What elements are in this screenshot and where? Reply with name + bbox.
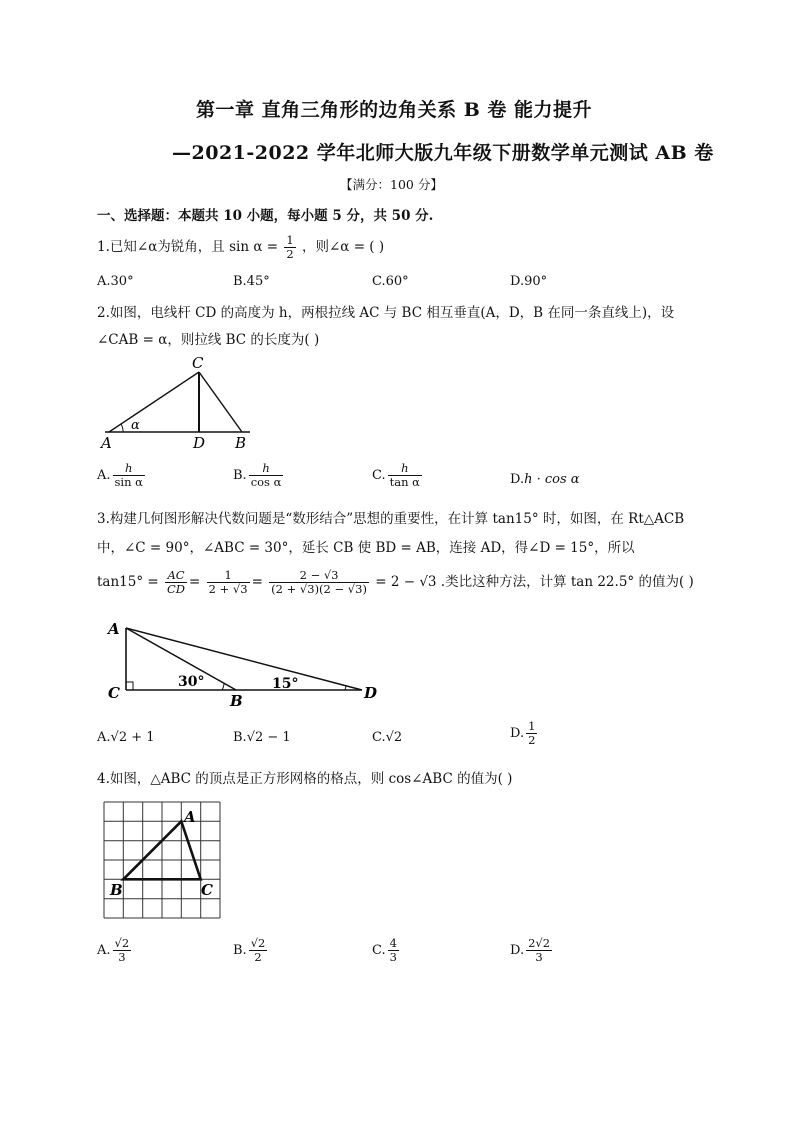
q1-option-d: D.90°	[510, 274, 548, 289]
q3-label-b: B	[230, 692, 243, 710]
q1-option-c: C.60°	[372, 274, 409, 289]
q2-option-a-num: h	[125, 461, 133, 475]
q2-option-a-den: sin α	[114, 475, 143, 489]
doc-title-line2: —2021-2022 学年北师大版九年级下册数学单元测试 AB 卷	[172, 142, 714, 164]
q2-option-b-num: h	[262, 461, 270, 475]
q4-option-a-frac	[113, 937, 132, 964]
q3-label-30: 30°	[178, 674, 205, 690]
q3-frac2-den: 2 + √3	[208, 582, 248, 596]
q2-option-d	[510, 472, 580, 487]
q2-label-d: D	[193, 434, 206, 452]
q2-option-b-frac	[249, 462, 284, 489]
q3-stem-line1: 3.构建几何图形解决代数问题是“数形结合”思想的重要性，在计算 tan15° 时，如图，在 Rt△ACB	[97, 511, 685, 527]
q4-option-c-frac	[388, 937, 399, 964]
q2-stem-line1: 2.如图，电线杆 CD 的高度为 h，两根拉线 AC 与 BC 相互垂直(A，D，B 在同一条直线上)，设	[97, 305, 675, 321]
q1-stem	[97, 233, 384, 261]
q3-frac1	[165, 569, 187, 596]
q4-option-c	[372, 937, 401, 964]
q3-angle-arc-30	[222, 683, 224, 690]
q3-option-d-num: 1	[528, 719, 536, 733]
q2-stem-line2: ∠CAB = α，则拉线 BC 的长度为( )	[97, 332, 320, 348]
q3-label-c: C	[108, 684, 120, 702]
q3-figure	[100, 612, 390, 712]
q4-grid-lines	[104, 802, 220, 918]
q3-formula: tan15° = $\frac{AC}{CD}$ = $\frac{1}{2 + √3}$ = $\frac{2 - √3}{(2 + √3)(2 - √3)}$ = 2 − √3 .类比这种方法，计算 tan 22.5° 的值为( )	[97, 568, 694, 596]
q1-fraction	[284, 234, 295, 261]
q3-option-b-letter: B.	[233, 730, 247, 745]
q2-label-alpha: α	[131, 418, 140, 433]
q1-stem-post: ，则∠α = ( )	[301, 239, 385, 255]
q4-option-b	[233, 937, 269, 964]
q1-option-b: B.45°	[233, 274, 270, 289]
q1-frac-num: 1	[286, 233, 294, 247]
q2-option-d-text: h · cos α	[524, 472, 580, 487]
q3-option-d-frac	[526, 720, 537, 747]
q2-option-c-num: h	[401, 461, 409, 475]
q3-frac3-num: 2 − √3	[299, 568, 339, 582]
q4-option-d-frac	[526, 937, 552, 964]
q3-frac2-num: 1	[224, 568, 232, 582]
q3-formula-rhs: = 2 − √3 .类比这种方法，计算 tan 22.5° 的值为( )	[375, 574, 694, 590]
q4-label-b: B	[110, 881, 123, 899]
q3-frac2	[207, 569, 250, 596]
q2-figure	[95, 350, 265, 455]
q3-option-c-letter: C.	[372, 730, 386, 745]
q3-label-a: A	[108, 620, 120, 638]
q2-option-a-frac	[113, 462, 145, 489]
q2-option-c	[372, 462, 424, 489]
q2-option-c-letter: C.	[372, 468, 386, 483]
q4-option-c-num: 4	[389, 936, 397, 950]
q4-label-c: C	[201, 881, 213, 899]
q4-option-a-num: √2	[114, 936, 130, 950]
q4-option-a-den: 3	[113, 950, 132, 964]
q4-option-d-num: 2√2	[528, 936, 551, 950]
q4-option-d-letter: D.	[510, 943, 525, 958]
q3-option-d-letter: D.	[510, 726, 525, 741]
q2-label-a: A	[101, 434, 112, 452]
q2-option-a	[97, 462, 147, 489]
q3-label-15: 15°	[272, 676, 299, 692]
q3-option-a-letter: A.	[97, 730, 111, 745]
q2-option-b-den: cos α	[250, 475, 282, 489]
q4-stem: 4.如图，△ABC 的顶点是正方形网格的格点，则 cos∠ABC 的值为( )	[97, 771, 513, 787]
doc-title-line1: 第一章 直角三角形的边角关系 B 卷 能力提升	[196, 99, 593, 121]
q3-option-d	[510, 720, 539, 747]
q4-option-b-letter: B.	[233, 943, 247, 958]
q2-option-c-frac	[388, 462, 422, 489]
q4-option-b-den: 2	[249, 950, 268, 964]
q4-option-d-den: 3	[526, 950, 552, 964]
q1-option-a: A.30°	[97, 274, 134, 289]
q3-label-d: D	[364, 684, 378, 702]
q2-option-b	[233, 462, 285, 489]
q2-option-c-den: tan α	[389, 475, 420, 489]
q2-angle-arc	[121, 424, 123, 432]
q4-label-a: A	[184, 808, 196, 826]
q2-label-b: B	[235, 434, 247, 452]
q3-option-c-text: √2	[385, 730, 403, 745]
q3-frac1-den: CD	[167, 582, 186, 596]
q3-option-b-text: √2 − 1	[246, 730, 291, 745]
section-heading: 一、选择题：本题共 10 小题，每小题 5 分，共 50 分.	[97, 208, 434, 224]
q4-option-d	[510, 937, 554, 964]
score-line: 【满分：100 分】	[340, 177, 443, 192]
q3-option-a-text: √2 + 1	[110, 730, 155, 745]
q4-option-c-letter: C.	[372, 943, 386, 958]
q4-grid-figure	[100, 798, 225, 923]
q3-option-c	[372, 730, 402, 745]
q2-line-bc	[199, 372, 242, 432]
q3-option-b	[233, 730, 291, 745]
q1-frac-den: 2	[286, 247, 294, 261]
q1-stem-pre: 1.已知∠α为锐角，且 sin α =	[97, 239, 279, 255]
q2-label-c: C	[192, 354, 204, 372]
q4-option-b-num: √2	[250, 936, 266, 950]
q4-option-c-den: 3	[389, 950, 397, 964]
q3-frac3-den: (2 + √3)(2 − √3)	[271, 582, 367, 596]
q3-frac1-num: AC	[167, 568, 185, 582]
q3-line-ad	[126, 628, 362, 690]
q4-option-a	[97, 937, 133, 964]
q3-formula-lhs: tan15° =	[97, 574, 159, 590]
q2-line-ac	[109, 372, 199, 432]
q3-option-a	[97, 730, 155, 745]
q2-option-d-letter: D.	[510, 472, 525, 487]
q3-stem-line2: 中，∠C = 90°，∠ABC = 30°，延长 CB 使 BD = AB，连接 AD，得∠D = 15°，所以	[97, 540, 635, 556]
q2-option-a-letter: A.	[97, 468, 111, 483]
q4-option-a-letter: A.	[97, 943, 111, 958]
q3-right-angle-mark	[126, 682, 133, 690]
q4-option-b-frac	[249, 937, 268, 964]
q2-option-b-letter: B.	[233, 468, 247, 483]
q3-option-d-den: 2	[528, 733, 536, 747]
q3-frac3	[269, 569, 369, 596]
